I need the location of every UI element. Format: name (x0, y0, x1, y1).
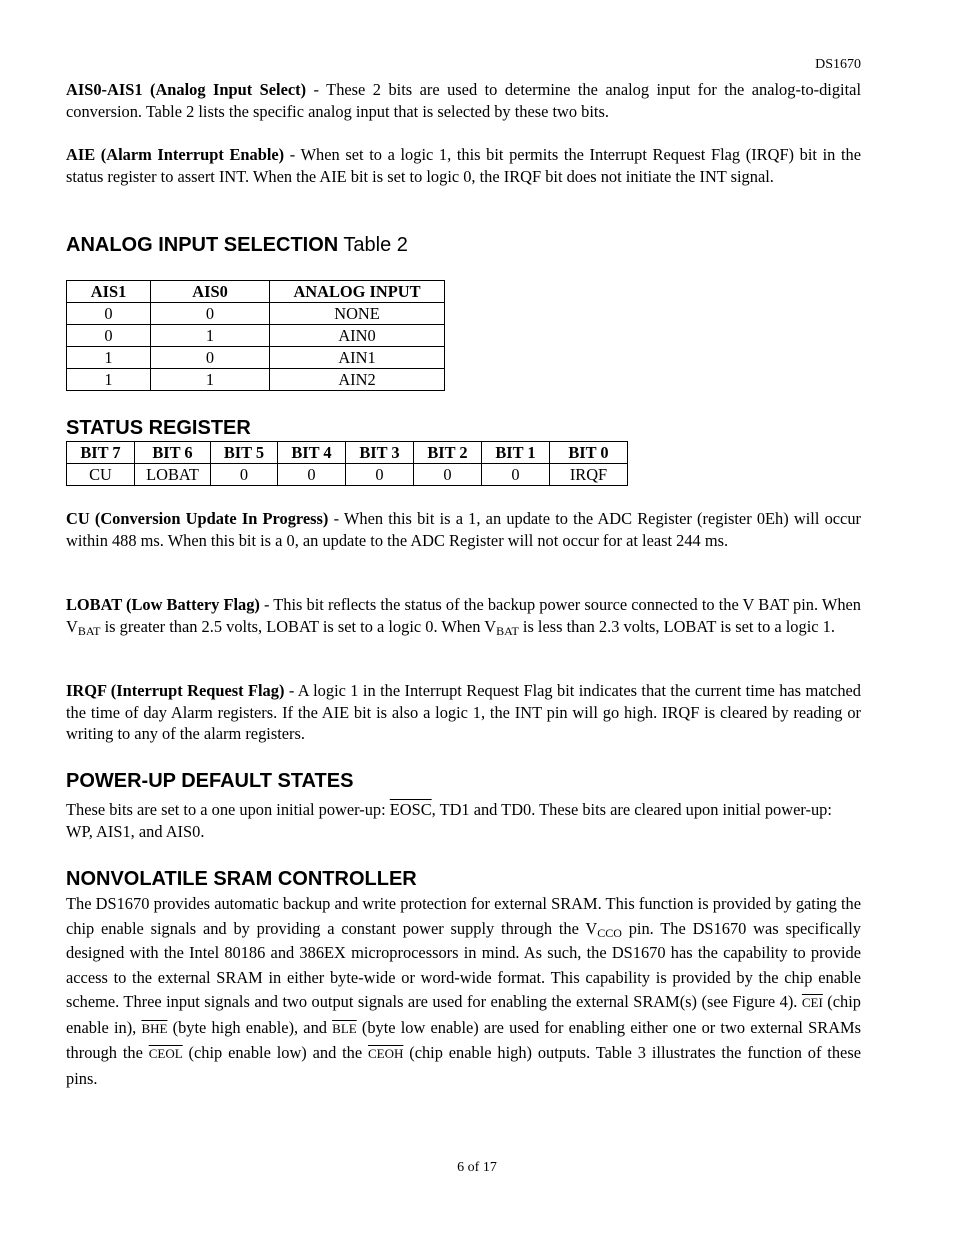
table-cell: 1 (67, 369, 151, 391)
table-cell: 0 (67, 303, 151, 325)
table-header: BIT 3 (346, 442, 414, 464)
table-cell: AIN0 (270, 325, 445, 347)
analog-heading (66, 233, 408, 257)
powerup-paragraph (66, 799, 836, 842)
lobat-paragraph (66, 594, 861, 637)
doc-id: DS1670 (815, 57, 861, 72)
sram-text-2: pin. The DS1670 was specifically designed with the Intel 80186 and 386EX microprocessors in mind. As such, the DS1670 has the capability to provide access to the external SRAM in either byte-wide or word-wide format. This capability is provided by the chip enable scheme. Three input signals and two output signals are used for enabling the external SRAM(s) (see Figure 4). (66, 918, 861, 1011)
irqf-text: - A logic 1 in the Interrupt Request Flag bit indicates that the current time has matched the time of day Alarm registers. If the AIE bit is also a logic 1, the INT pin will go high. IRQF is cleared by reading or writing to any of the alarm registers. (66, 681, 861, 744)
ceol-signal: CEOL (148, 1046, 183, 1061)
table-row (67, 303, 445, 325)
table-header: BIT 4 (278, 442, 346, 464)
table-cell: 1 (151, 369, 270, 391)
ais-text: - These 2 bits are used to determine the analog input for the analog-to-digital conversion. Table 2 lists the specific analog input that is selected by these two bits. (66, 80, 861, 121)
table-row (67, 325, 445, 347)
table-cell: NONE (270, 303, 445, 325)
sram-text-7: (chip enable high) outputs. Table 3 illustrates the function of these pins. (66, 1043, 861, 1088)
table-cell: 0 (414, 464, 482, 486)
lobat-text-3: is less than 2.3 volts, LOBAT is set to a logic 1. (518, 616, 835, 636)
table-cell: 0 (151, 347, 270, 369)
table-cell: 0 (67, 325, 151, 347)
sram-text-5: (byte low enable) are used for enabling either one or two external SRAMs through the (66, 1017, 861, 1062)
sram-paragraph (66, 892, 861, 1091)
status-register-table (66, 441, 628, 486)
table-cell: 0 (482, 464, 550, 486)
table-header: BIT 7 (67, 442, 135, 464)
irqf-label: IRQF (Interrupt Request Flag) (66, 681, 285, 700)
aie-text: - When set to a logic 1, this bit permits the Interrupt Request Flag (IRQF) bit in the status register to assert INT. When the AIE bit is set to logic 0, the IRQF bit does not initiate the INT signal. (66, 145, 862, 186)
powerup-heading: POWER-UP DEFAULT STATES (66, 770, 354, 792)
irqf-paragraph (66, 680, 861, 745)
table-cell: AIN2 (270, 369, 445, 391)
table-cell: 0 (346, 464, 414, 486)
sram-text-6: (chip enable low) and the (182, 1043, 368, 1062)
analog-heading-bold: ANALOG INPUT SELECTION (66, 234, 339, 256)
sram-heading: NONVOLATILE SRAM CONTROLLER (66, 868, 417, 890)
table-row (67, 369, 445, 391)
table-cell: 0 (278, 464, 346, 486)
table-header-row (67, 281, 445, 303)
cu-text: - When this bit is a 1, an update to the ADC Register (register 0Eh) will occur within 488 ms. When this bit is a 0, an update to the ADC Register will not occur for at least 244 ms. (66, 509, 861, 550)
sram-text-3: (chip enable in), (66, 992, 861, 1037)
vbat-subscript: BAT (496, 623, 519, 638)
powerup-text-2: , TD1 and TD0. These bits are cleared upon initial power-up: WP, AIS1, and AIS0. (66, 800, 832, 841)
bhe-signal: $\overline{BHE}$ (141, 1020, 168, 1036)
lobat-text-2: is greater than 2.5 volts, LOBAT is set to a logic 0. When V (100, 616, 497, 636)
lobat-text-1: - This bit reflects the status of the backup power source connected to the V BAT pin. When V (66, 595, 862, 636)
aie-paragraph (66, 144, 861, 187)
table-cell: CU (67, 464, 135, 486)
ais-paragraph (66, 79, 861, 122)
cei-signal: $\overline{CEI}$ (801, 995, 823, 1010)
table-header: BIT 5 (211, 442, 278, 464)
table-cell: IRQF (550, 464, 628, 486)
analog-input-table (66, 280, 445, 391)
ceoh-signal: CEOH (368, 1046, 404, 1061)
table-header-row (67, 442, 628, 464)
lobat-label: LOBAT (Low Battery Flag) (66, 595, 260, 614)
vbat-subscript: BAT (77, 623, 101, 638)
ais-label: AIS0-AIS1 (Analog Input Select) (66, 80, 307, 99)
powerup-text-1: These bits are set to a one upon initial power-up: (66, 800, 390, 819)
table-header: AIS0 (151, 281, 270, 303)
table-header: ANALOG INPUT (270, 281, 445, 303)
table-header: BIT 2 (414, 442, 482, 464)
eosc-signal: EOSC (389, 800, 432, 819)
sram-text-4: (byte high enable), and (167, 1017, 333, 1037)
table-row (67, 347, 445, 369)
table-header: BIT 0 (550, 442, 628, 464)
table-cell: 1 (67, 347, 151, 369)
cu-paragraph (66, 508, 861, 551)
table-row (67, 464, 628, 486)
status-heading: STATUS REGISTER (66, 417, 251, 439)
analog-heading-light: Table 2 (338, 234, 408, 256)
page-number: 6 of 17 (457, 1160, 497, 1175)
table-header: AIS1 (67, 281, 151, 303)
table-cell: 0 (151, 303, 270, 325)
table-cell: AIN1 (270, 347, 445, 369)
sram-text-1: The DS1670 provides automatic backup and write protection for external SRAM. This function is provided by gating the chip enable signals and by providing a constant power supply through the V (66, 894, 861, 938)
vcco-subscript: CCO (597, 925, 622, 940)
table-cell: 0 (211, 464, 278, 486)
ble-signal: $\overline{BLE}$ (332, 1020, 357, 1036)
aie-label: AIE (Alarm Interrupt Enable) (66, 145, 285, 164)
table-header: BIT 1 (482, 442, 550, 464)
cu-label: CU (Conversion Update In Progress) (66, 509, 329, 528)
table-cell: LOBAT (135, 464, 211, 486)
table-header: BIT 6 (135, 442, 211, 464)
table-cell: 1 (151, 325, 270, 347)
